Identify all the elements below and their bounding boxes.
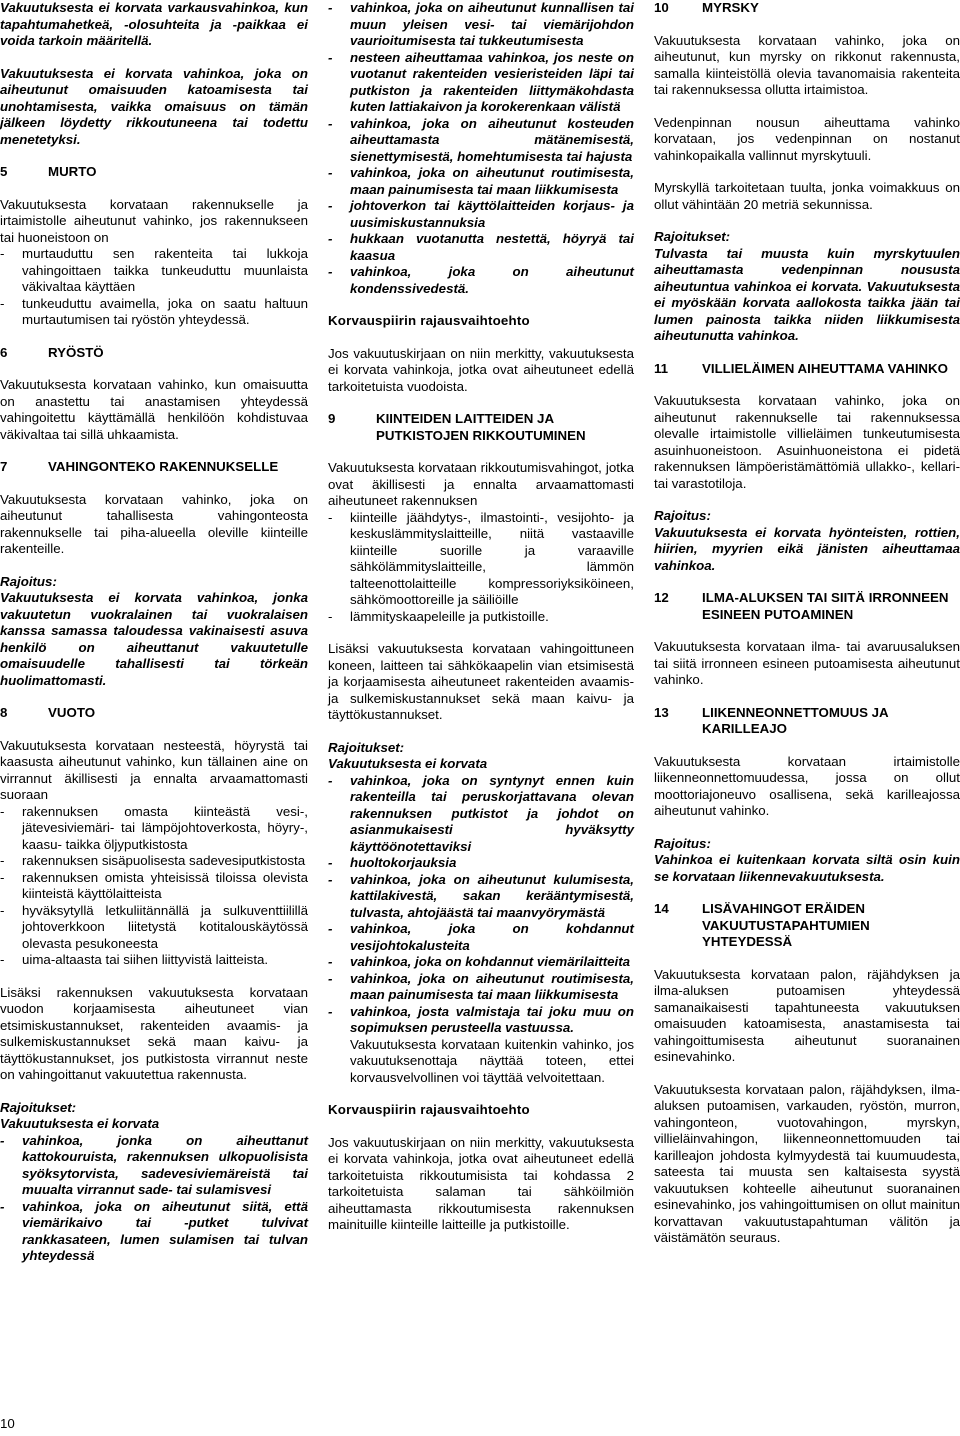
- section-10-heading: [654, 0, 960, 17]
- section-11-heading: [654, 361, 960, 378]
- list-item: - rakennuksen omista yhteisissä tiloissa olevista kiinteistä käyttölaitteista: [0, 870, 308, 903]
- section-title: MURTO: [48, 164, 97, 179]
- page-number: 10: [0, 1416, 15, 1431]
- intro-lost-property: Vakuutuksesta ei korvata vahinkoa, joka on aiheutunut omaisuuden katoamisesta tai unohtamisesta, vaikka omaisuus on tämän jälkeen löydetty rikkoutuneena tai todettu menetetyksi.: [0, 65, 308, 147]
- list-item: - johtoverkon tai käyttölaitteiden korjaus- ja uusimiskustannuksia: [328, 198, 634, 231]
- list-item: - rakennuksen sisäpuolisesta sadevesiputkistosta: [0, 853, 308, 870]
- list-item: - rakennuksen omasta kiinteästä vesi-, jätevesiviemäri- tai lämpöjohtoverkosta, höyry-, kaasu- taikka öljyputkistosta: [0, 804, 308, 854]
- list-item: - hukkaan vuotanutta nestettä, höyryä tai kaasua: [328, 231, 634, 264]
- limitations-label: Rajoitukset:: [0, 1099, 77, 1115]
- list-item: - kiinteille jäähdytys-, ilmastointi-, vesijohto- ja keskuslämmityslaitteille, niitä vastaaville kiinteille suorille ja varaaville sähkölämmityslaitteille, lämmön talteenottolaitteille kompressoriyksiköineen, sähkömoottoreille ja säiliöille: [328, 510, 634, 609]
- section-number: 10: [654, 0, 669, 15]
- section-title: KIINTEIDEN LAITTEIDEN JA PUTKISTOJEN RIKKOUTUMINEN: [376, 411, 586, 443]
- column-left: [0, 0, 308, 1281]
- limitations-note: Vakuutuksesta korvataan kuitenkin vahinko, jos vakuutuksenottaja näyttää toteen, ettei korvausvelvollinen voi täyttää velvoitettaan.: [350, 1036, 634, 1085]
- list-item: - vahinkoa, joka on aiheutunut kosteuden aiheuttamasta mätänemisestä, sienettymisestä, homehtumisesta tai hajusta: [328, 116, 634, 166]
- section-8-text-2: Lisäksi rakennuksen vakuutuksesta korvataan vuodon korjaamisesta aiheutuneet vian etsimiskustannukset, rakenteiden avaamis- ja sulkemiskustannukset sekä maan kaivu- ja täyttökustannukset, jos putkistosta virrannut neste on vahingoittanut vakuutettua rakennusta.: [0, 984, 308, 1082]
- list-item: - nesteen aiheuttamaa vahinkoa, jos neste on vuotanut rakenteiden vesieristeiden läpi tai putkiston ja rakenteiden liittymäkohdasta kuten lattiakaivon ja korokerenkaan välistä: [328, 50, 634, 116]
- limitation-text: Vakuutuksesta ei korvata hyönteisten, rottien, hiirien, myyrien eikä jänisten aiheuttamaa vahinkoa.: [654, 524, 960, 573]
- limitations-label: Rajoitukset:: [654, 229, 731, 244]
- section-title: RYÖSTÖ: [48, 344, 104, 360]
- section-12-heading: [654, 590, 960, 623]
- option-text: Jos vakuutuskirjaan on niin merkitty, vakuutuksesta ei korvata vahinkoja, jotka ovat aiheutuneet edellä tarkoitetuista vuodoista.: [328, 345, 634, 394]
- section-title: MYRSKY: [702, 0, 759, 15]
- section-11-text: Vakuutuksesta korvataan vahinko, joka on aiheutunut rakennukselle tai rakennuksessa olevalle irtaimistolle villieläimen tunkeutumisesta asuinhuoneistoon. Asuinhuoneistona ei pidetä rakennuksen lämpöeristämättömiä ullakko-, kellari- tai varastotiloja.: [654, 393, 960, 491]
- list-item: - murtauduttu sen rakenteita tai lukkoja vahingoittaen taikka tunkeuduttu muunlaista väkivaltaa käyttäen: [0, 246, 308, 296]
- limitations-intro: Vakuutuksesta ei korvata: [328, 756, 488, 771]
- list-item: - vahinkoa, joka on kohdannut vesijohtokalusteita: [328, 921, 634, 954]
- section-10-text-3: Myrskyllä tarkoitetaan tuulta, jonka voimakkuus on ollut vähintään 20 metriä sekunnissa.: [654, 180, 960, 212]
- section-8-heading: [0, 705, 308, 722]
- section-7-heading: [0, 459, 308, 476]
- section-13-text: Vakuutuksesta korvataan irtaimistolle liikenneonnettomuudessa, jossa on ollut moottoriajoneuvo osallisena, sekä karilleajossa aiheutunut vahinko.: [654, 753, 960, 818]
- section-9-text: Vakuutuksesta korvataan rikkoutumisvahingot, jotka ovat äkillisesti ja ennalta arvaamattomasti aiheutuneet rakennuksen: [328, 460, 634, 508]
- limitations-text: Tulvasta tai muusta kuin myrskytuulen aiheuttamasta vedenpinnan noususta aiheutuntua vahinkoa ei korvata. Vakuutuksesta ei myöskään korvata aallokosta taikka jään tai lumen painosta taikka niiden liikkumisesta aiheutunutta vahinkoa.: [654, 245, 960, 343]
- section-title: VAHINGONTEKO RAKENNUKSELLE: [48, 459, 279, 474]
- section-14-text-1: Vakuutuksesta korvataan palon, räjähdyksen ja ilma-aluksen putoamisen yhteydessä samanaikaisesti tapahtuneesta vakuutuksen omaisuuden katoamisesta, anastamisesta tai vahingoittumisesta aiheutunut suoranainen esinevahinko.: [654, 966, 960, 1064]
- list-item: - uima-altaasta tai siihen liittyvistä laitteista.: [0, 952, 308, 969]
- list-item: - vahinkoa, jonka on aiheuttanut kattokouruista, rakennuksen ulkopuolisista syöksytorvista, sadevesiviemäreistä tai muualta virrannut sade- tai sulamisvesi: [0, 1133, 308, 1199]
- section-9-heading: [328, 411, 634, 444]
- limitations-list: [0, 1133, 308, 1265]
- list-item: - vahinkoa, joka on aiheutunut siitä, että viemärikaivo tai -putket tulvivat rankkasateen, lumen sulamisen tai tulvan yhteydessä: [0, 1199, 308, 1265]
- section-10-text-1: Vakuutuksesta korvataan vahinko, joka on aiheutunut, kun myrsky on rikkonut rakennusta, samalla kiinteistöllä olevia tavanomaisia rakenteita tai rakennuksessa ollutta irtaimistoa.: [654, 32, 960, 97]
- section-6-text: Vakuutuksesta korvataan vahinko, kun omaisuutta on anastettu tai anastamisen yhteydessä vahingoitettu käyttämällä henkilöön kohdistuvaa väkivaltaa tai sillä uhkaamista.: [0, 377, 308, 442]
- list-item: - lämmityskaapeleille ja putkistoille.: [328, 609, 634, 626]
- section-7-limitation: [0, 574, 308, 690]
- section-9-list: [328, 510, 634, 626]
- list-item: - vahinkoa, joka on aiheutunut routimisesta, maan painumisesta tai maan liikkumisesta: [328, 165, 634, 198]
- list-item: - vahinkoa, joka on aiheutunut kondenssivedestä.: [328, 264, 634, 297]
- list-item: - hyväksytyllä letkuliitännällä ja sulkuventtiilillä johtoverkkoon liitetystä kotitalouskäytössä olevasta pesukoneesta: [0, 903, 308, 953]
- list-item: - tunkeuduttu avaimella, joka on saatu haltuun murtautumisen tai ryöstön yhteydessä.: [0, 296, 308, 329]
- limitation-text: Vahinkoa ei kuitenkaan korvata siltä osin kuin se korvataan liikennevakuutuksesta.: [654, 852, 960, 884]
- list-item: - vahinkoa, joka on aiheutunut kunnallisen tai muun yleisen vesi- tai viemärijohdon vaurioitumisesta tai tukkeutumisesta: [328, 0, 634, 50]
- section-9-limitations: [328, 740, 634, 1087]
- section-12-text: Vakuutuksesta korvataan ilma- tai avaruusaluksen tai siitä irronneen esineen putoamisesta aiheutunut vahinko.: [654, 639, 960, 687]
- limitation-label: Rajoitus:: [654, 835, 711, 851]
- intro-continued: Vakuutuksesta ei korvata varkausvahinkoa, kun tapahtumahetkeä, -olosuhteita ja -paikkaa ei voida tarkoin määritellä.: [0, 0, 308, 48]
- section-title: ILMA-ALUKSEN TAI SIITÄ IRRONNEEN ESINEEN PUTOAMINEN: [702, 590, 949, 622]
- section-title: VUOTO: [48, 705, 96, 720]
- section-14-text-2: Vakuutuksesta korvataan palon, räjähdyksen, ilma-aluksen putoamisen, varkauden, ryöstön, murron, vahingonteon, vuotovahingon, myrskyn, villieläinvahingon, liikenneonnettomuuden tai karilleajon johdosta kylmyydestä tai kuumuudesta, sateesta tai muusta sen kaltaisesta syystä vakuutuksen kohteelle aiheutunut suoranainen esinevahinko, jos vahingoittumisen on ollut mainitun korvattavan vakuutustapahtuman välitön ja väistämätön seuraus.: [654, 1081, 960, 1245]
- limitation-text: Vakuutuksesta ei korvata vahinkoa, jonka vakuutetun vuokralainen tai vuokralaisen kanssa samassa taloudessa vakinaisesti asuva henkilö on aiheuttanut vakuutetulle omaisuudelle tahallisesti tai törkeän huolimattomasti.: [0, 590, 308, 688]
- section-10-limitations: [654, 229, 960, 345]
- list-item: - vahinkoa, josta valmistaja tai joku muu on sopimuksen perusteella vastuussa.: [328, 1004, 634, 1037]
- option-heading: Korvauspiirin rajausvaihtoehto: [328, 1102, 530, 1117]
- section-number: 5: [0, 164, 8, 179]
- section-number: 13: [654, 704, 669, 720]
- list-item: - vahinkoa, joka on kohdannut viemärilaitteita: [328, 954, 634, 971]
- limitation-label: Rajoitus:: [0, 573, 57, 589]
- section-11-limitation: [654, 508, 960, 574]
- section-13-heading: [654, 705, 960, 738]
- section-8-limitations: [0, 1100, 308, 1265]
- limitations-list-continued: [328, 0, 634, 297]
- section-number: 6: [0, 344, 8, 360]
- limitations-label: Rajoitukset:: [328, 739, 405, 755]
- column-right: [654, 0, 960, 1263]
- section-13-limitation: [654, 836, 960, 886]
- section-title: LIIKENNEONNETTOMUUS JA KARILLEAJO: [702, 704, 889, 736]
- limitations-intro: Vakuutuksesta ei korvata: [0, 1116, 160, 1131]
- section-number: 12: [654, 590, 669, 605]
- section-number: 14: [654, 901, 669, 916]
- section-5-list: [0, 246, 308, 329]
- limitations-list: [328, 773, 634, 1037]
- section-number: 11: [654, 360, 669, 376]
- list-item: - vahinkoa, joka on syntynyt ennen kuin rakenteilla tai peruskorjattavana olevan rakennuksen putkistot ja johdot on asianmukaisesti hyväksytty käyttöönotettaviksi: [328, 773, 634, 856]
- section-5-heading: [0, 164, 308, 181]
- section-title: LISÄVAHINGOT ERÄIDEN VAKUUTUSTAPAHTUMIEN YHTEYDESSÄ: [702, 901, 870, 949]
- section-9-text-2: Lisäksi vakuutuksesta korvataan vahingoittuneen koneen, laitteen tai sähkökaapelin vian etsimisestä ja korjaamisesta aiheutuneet rakenteiden avaamis- ja sulkemiskustannukset sekä maan kaivu- ja täyttökustannukset.: [328, 641, 634, 722]
- section-8-text: Vakuutuksesta korvataan nesteestä, höyrystä tai kaasusta aiheutunut vahinko, kun tällainen aine on virrannut äkillisesti ja ennalta arvaamattomasti suoraan: [0, 737, 308, 802]
- list-item: - vahinkoa, joka on aiheutunut routimisesta, maan painumisesta tai maan liikkumisesta: [328, 971, 634, 1004]
- section-5-text: Vakuutuksesta korvataan rakennukselle ja irtaimistolle aiheutunut vahinko, jos rakennukseen tai huoneistoon on: [0, 196, 308, 245]
- section-6-heading: [0, 345, 308, 362]
- section-14-heading: [654, 901, 960, 951]
- column-middle: [328, 0, 634, 1250]
- section-title: VILLIELÄIMEN AIHEUTTAMA VAHINKO: [702, 360, 948, 376]
- section-8-list: [0, 804, 308, 969]
- option-heading: Korvauspiirin rajausvaihtoehto: [328, 313, 530, 328]
- section-10-text-2: Vedenpinnan nousun aiheuttama vahinko korvataan, jos vedenpinnan on nostanut vahinkopaikalla vallinnut myrskytuuli.: [654, 114, 960, 163]
- section-number: 9: [328, 411, 336, 426]
- limitation-label: Rajoitus:: [654, 508, 711, 523]
- section-number: 7: [0, 459, 8, 474]
- section-number: 8: [0, 705, 8, 720]
- option-text: Jos vakuutuskirjaan on niin merkitty, vakuutuksesta ei korvata vahinkoja, jotka ovat aiheutuneet edellä tarkoitetuista rikkoutumisista tai kohdassa 2 tarkoitetuista salaman tai sähköilmiön aiheuttamasta rikkoutumisesta rakennuksen mainituille kiinteille laitteille ja putkistoille.: [328, 1134, 634, 1232]
- section-7-text: Vakuutuksesta korvataan vahinko, joka on aiheutunut tahallisesta vahingonteosta rakennukselle tai piha-alueella oleville kiinteille rakenteille.: [0, 491, 308, 556]
- list-item: - vahinkoa, joka on aiheutunut kulumisesta, kattilakivestä, sakan kerääntymisestä, tulvasta, ahtojäästä tai maanvyörymästä: [328, 872, 634, 922]
- list-item: - huoltokorjauksia: [328, 855, 634, 872]
